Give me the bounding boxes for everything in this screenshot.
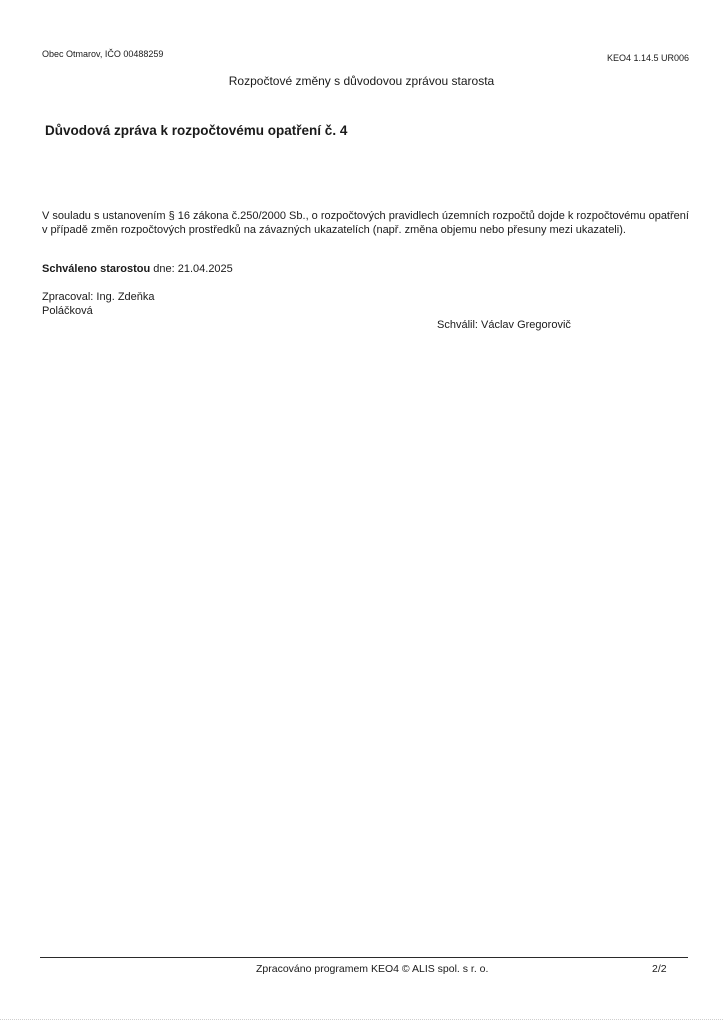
page-number: 2/2 [652,963,667,975]
report-body-text: V souladu s ustanovením § 16 zákona č.250/2000 Sb., o rozpočtových pravidlech územních rozpočtů dojde k rozpočtovému opatření v případě změn rozpočtových prostředků na závazných ukazatelích (např. změna objemu nebo přesuny mezi ukazateli). [42,210,689,236]
report-heading: Důvodová zpráva k rozpočtovému opatření č. 4 [45,123,348,138]
footer-text: Zpracováno programem KEO4 © ALIS spol. s r. o. [256,963,489,975]
approval-date: dne: 21.04.2025 [153,263,233,275]
approved-by: Schválil: Václav Gregorovič [437,319,571,331]
header-organization: Obec Otmarov, IČO 00488259 [42,49,164,59]
document-title: Rozpočtové změny s důvodovou zprávou starosta [228,74,495,88]
approval-line [42,263,233,275]
header-program-version: KEO4 1.14.5 UR006 [606,53,689,63]
prepared-by: Zpracoval: Ing. Zdeňka Poláčková [42,291,155,317]
approved-label: Schváleno starostou [42,263,151,275]
footer-divider [40,957,688,958]
scan-edge-line [0,1019,723,1020]
